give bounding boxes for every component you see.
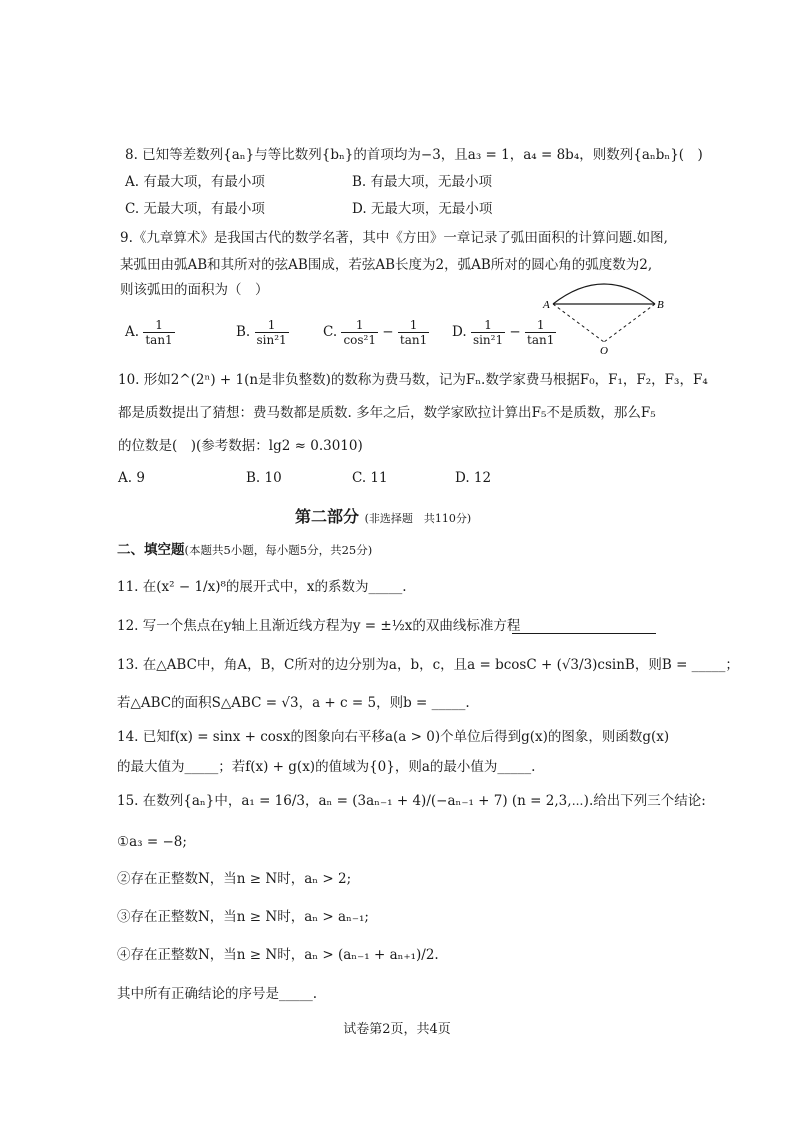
- q15-conclusion-2: ②存在正整数N，当n ≥ N时，aₙ > 2;: [117, 871, 352, 887]
- radius-oa: [553, 304, 604, 342]
- q9-option-b-frac: $\frac{1}{\text{sin²1}}$: [256, 318, 287, 347]
- q13-line-2: 若△ABC的面积S△ABC = √3，a + c = 5，则b = _____.: [117, 695, 470, 711]
- q10-option-a: A. 9: [118, 470, 145, 486]
- page-footer: 试卷第2页，共4页: [343, 1022, 451, 1037]
- q9-line-2: 某弧田由弧AB和其所对的弦AB围成，若弦AB长度为2，弧AB所对的圆心角的弧度数为2,: [120, 257, 653, 273]
- part-two-heading: [295, 504, 471, 527]
- q14-line-2: 的最大值为_____；若f(x) + g(x)的值域为{0}，则a的最小值为_____.: [117, 759, 536, 775]
- part-two-title: 第二部分: [295, 507, 360, 526]
- section-title: 二、填空题: [117, 542, 185, 558]
- q14-line-1: 14. 已知f(x) = sinx + cosx的图象向右平移a(a > 0)个单位后得到g(x)的图象，则函数g(x): [117, 729, 670, 745]
- q9-option-c-frac-1: $\frac{1}{\text{cos²1}}$: [343, 318, 376, 347]
- q8-option-d: D. 无最大项，无最小项: [352, 201, 493, 217]
- q15-conclusion-3: ③存在正整数N，当n ≥ N时，aₙ > aₙ₋₁;: [117, 909, 369, 925]
- q10-line-3: 的位数是( )(参考数据：lg2 ≈ 0.3010): [118, 438, 363, 454]
- q9-option-a: [125, 318, 175, 347]
- q10-line-1: 10. 形如2^(2ⁿ) + 1(n是非负整数)的数称为费马数，记为Fₙ.数学家费马根据F₀，F₁，F₂，F₃，F₄: [118, 372, 708, 388]
- q9-option-a-frac: $\frac{1}{\tan 1}$: [145, 318, 173, 347]
- section-note: (本题共5小题，每小题5分，共25分): [184, 543, 373, 557]
- q15-conclusion-4: ④存在正整数N，当n ≥ N时，aₙ > (aₙ₋₁ + aₙ₊₁)/2.: [117, 947, 439, 963]
- radius-ob: [604, 304, 655, 342]
- label-b: B: [657, 299, 664, 311]
- q9-option-c-frac-2: $\frac{1}{\tan 1}$: [399, 318, 428, 347]
- q8-option-b: B. 有最大项，无最小项: [352, 174, 493, 190]
- q9-option-c-minus: −: [382, 324, 394, 340]
- q10-option-d: D. 12: [455, 470, 492, 486]
- q9-option-c: [323, 318, 429, 347]
- q15-end: 其中所有正确结论的序号是_____.: [117, 986, 318, 1002]
- label-a: A: [543, 299, 550, 311]
- q9-option-d: [452, 318, 556, 347]
- q9-option-a-label: A.: [125, 324, 140, 340]
- q11-text: 11. 在(x² − 1/x)⁸的展开式中，x的系数为_____.: [117, 579, 407, 595]
- q9-line-3: 则该弧田的面积为（ ）: [120, 282, 269, 298]
- q15-conclusion-1: ①a₃ = −8;: [117, 834, 187, 850]
- label-o: O: [600, 345, 608, 356]
- q10-option-c: C. 11: [352, 470, 388, 486]
- q8-option-c: C. 无最大项，有最小项: [125, 201, 265, 217]
- q9-option-d-minus: −: [509, 324, 521, 340]
- q9-option-b: [236, 318, 289, 347]
- q9-line-1: 9.《九章算术》是我国古代的数学名著，其中《方田》一章记录了弧田面积的计算问题.如图,: [120, 230, 668, 246]
- q9-option-d-frac-1: $\frac{1}{\text{sin²1}}$: [472, 318, 504, 347]
- q13-line-1: 13. 在△ABC中，角A，B，C所对的边分别为a，b，c，且a = bcosC + (√3/3)csinB，则B = _____；: [117, 657, 739, 673]
- q10-line-2: 都是质数提出了猜想：费马数都是质数. 多年之后，数学家欧拉计算出F₅不是质数，那么F₅: [118, 405, 656, 421]
- q9-option-b-label: B.: [236, 324, 251, 340]
- q9-option-d-label: D.: [452, 324, 467, 340]
- q8-stem: 8. 已知等差数列{aₙ}与等比数列{bₙ}的首项均为−3，且a₃ = 1，a₄ = 8b₄，则数列{aₙbₙ}( ): [125, 147, 703, 163]
- arc-field-figure: [540, 270, 670, 356]
- q9-option-d-frac-2: $\frac{1}{\tan 1}$: [527, 318, 555, 347]
- q9-option-c-label: C.: [323, 324, 338, 340]
- q12-text: 12. 写一个焦点在y轴上且渐近线方程为y = ±½x的双曲线标准方程: [117, 618, 521, 634]
- q12-answer-blank: [512, 633, 656, 634]
- part-two-note: (非选择题 共110分): [364, 512, 472, 525]
- q10-option-b: B. 10: [246, 470, 282, 486]
- section-heading: [117, 541, 372, 559]
- arc-ab: [553, 284, 655, 304]
- q8-option-a: A. 有最大项，有最小项: [125, 174, 265, 190]
- q15-stem: 15. 在数列{aₙ}中，a₁ = 16/3，aₙ = (3aₙ₋₁ + 4)/(−aₙ₋₁ + 7) (n = 2,3,⋯).给出下列三个结论:: [117, 793, 706, 809]
